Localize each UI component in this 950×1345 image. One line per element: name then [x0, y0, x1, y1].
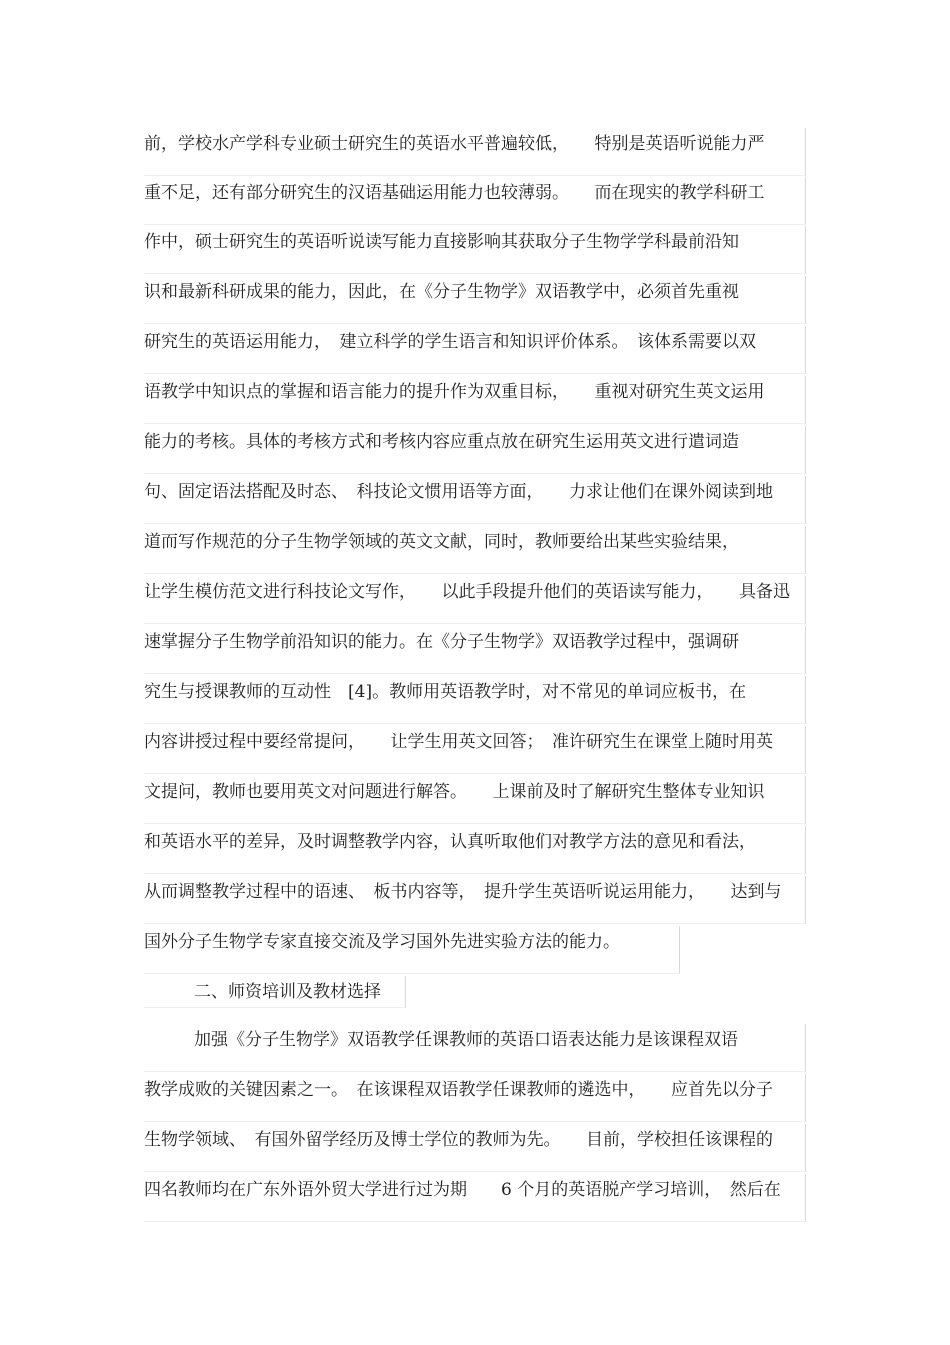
paragraph-line: 加强《分子生物学》双语教学任课教师的英语口语表达能力是该课程双语 — [144, 1024, 806, 1072]
paragraph-line: 国外分子生物学专家直接交流及学习国外先进实验方法的能力。 — [144, 926, 680, 974]
paragraph-line: 句、固定语法搭配及时态、 科技论文惯用语等方面， 力求让他们在课外阅读到地 — [144, 476, 806, 524]
paragraph-line: 生物学领域、 有国外留学经历及博士学位的教师为先。 目前，学校担任该课程的 — [144, 1124, 806, 1172]
paragraph-line: 重不足，还有部分研究生的汉语基础运用能力也较薄弱。 而在现实的教学科研工 — [144, 177, 806, 225]
paragraph-line: 速掌握分子生物学前沿知识的能力。在《分子生物学》双语教学过程中，强调研 — [144, 626, 806, 674]
paragraph-line: 从而调整教学过程中的语速、 板书内容等， 提升学生英语听说运用能力， 达到与 — [144, 876, 806, 924]
paragraph-line: 文提问，教师也要用英文对问题进行解答。 上课前及时了解研究生整体专业知识 — [144, 776, 806, 824]
section-heading: 二、师资培训及教材选择 — [144, 976, 406, 1008]
paragraph-line: 研究生的英语运用能力， 建立科学的学生语言和知识评价体系。 该体系需要以双 — [144, 326, 806, 374]
paragraph-line: 和英语水平的差异，及时调整教学内容，认真听取他们对教学方法的意见和看法， — [144, 826, 806, 874]
paragraph-line: 能力的考核。具体的考核方式和考核内容应重点放在研究生运用英文进行遣词造 — [144, 426, 806, 474]
paragraph-line: 究生与授课教师的互动性 [4]。教师用英语教学时，对不常见的单词应板书，在 — [144, 676, 806, 724]
paragraph-line: 作中，硕士研究生的英语听说读写能力直接影响其获取分子生物学学科最前沿知 — [144, 226, 806, 274]
paragraph-line: 识和最新科研成果的能力，因此，在《分子生物学》双语教学中，必须首先重视 — [144, 276, 806, 324]
paragraph-line: 四名教师均在广东外语外贸大学进行过为期 6 个月的英语脱产学习培训， 然后在 — [144, 1174, 806, 1222]
paragraph-line: 语教学中知识点的掌握和语言能力的提升作为双重目标， 重视对研究生英文运用 — [144, 376, 806, 424]
paragraph-line: 让学生模仿范文进行科技论文写作， 以此手段提升他们的英语读写能力， 具备迅 — [144, 576, 806, 624]
paragraph-line: 教学成败的关键因素之一。 在该课程双语教学任课教师的遴选中， 应首先以分子 — [144, 1074, 806, 1122]
paragraph-line: 前，学校水产学科专业硕士研究生的英语水平普遍较低， 特别是英语听说能力严 — [144, 128, 806, 176]
paragraph-line: 道而写作规范的分子生物学领域的英文文献，同时，教师要给出某些实验结果， — [144, 526, 806, 574]
paragraph-line: 内容讲授过程中要经常提问， 让学生用英文回答； 准许研究生在课堂上随时用英 — [144, 726, 806, 774]
